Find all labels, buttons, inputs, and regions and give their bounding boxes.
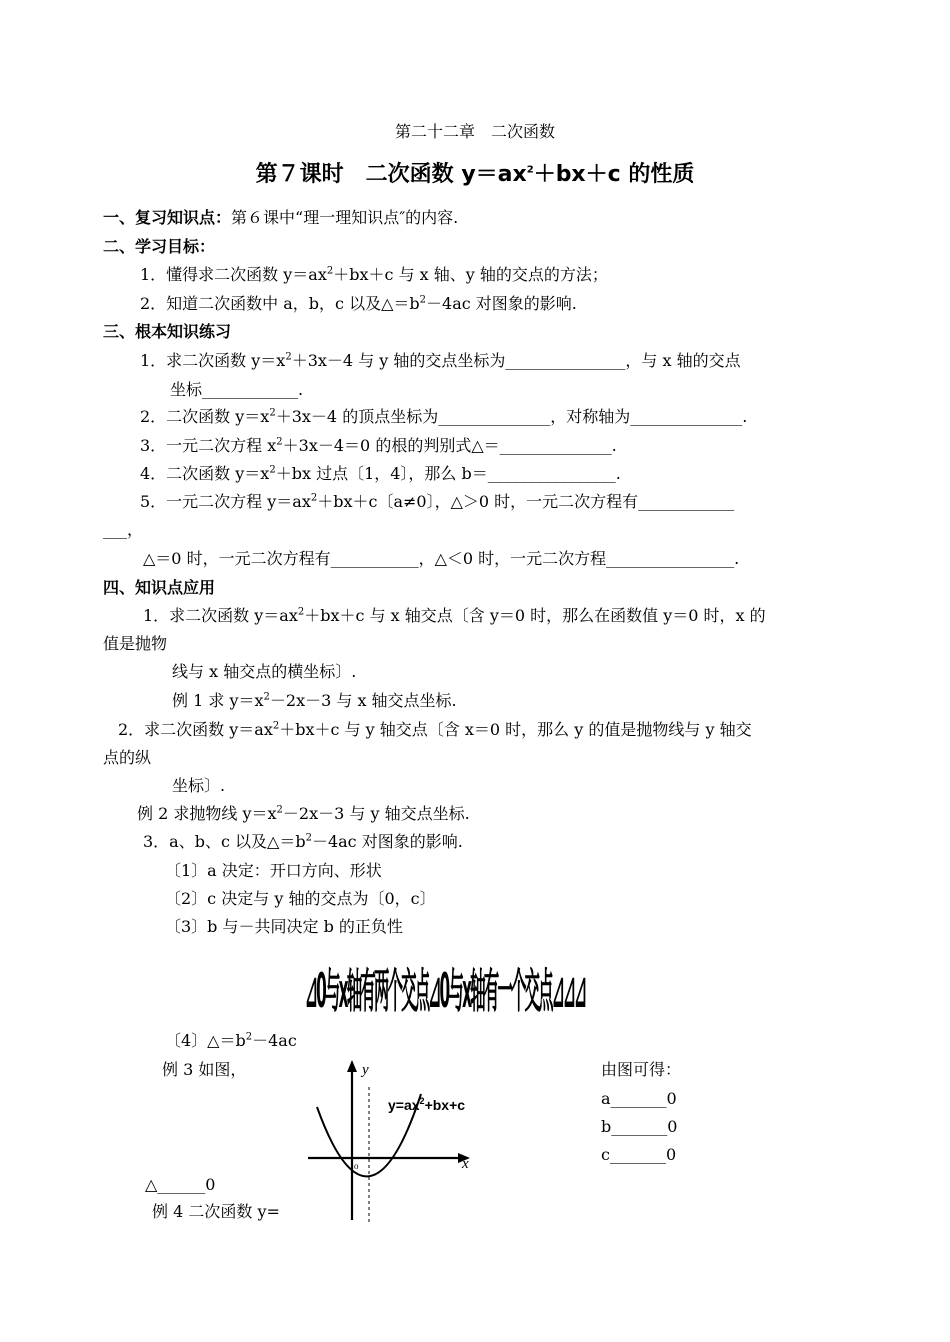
apply-3: 3．a、b、c 以及$\triangle=b^2-4ac$ 对图象的影响. — [143, 832, 463, 851]
question-1-line-1: 1．求二次函数 $y=x^2+3x-4$ 与 y 轴的交点坐标为_______________，与 x 轴的交点 — [140, 351, 741, 370]
influence-item-2: 〔2〕c 决定与 y 轴的交点为〔0，c〕 — [165, 889, 436, 908]
distorted-delta-text: ⊿0与x轴有两个交点⊿0与x轴有一个交点⊿⊿⊿ — [305, 965, 586, 1020]
graph-equation: $y=ax^2+bx+c$ — [388, 1096, 466, 1113]
question-1-line-2: 坐标____________. — [170, 380, 304, 399]
from-graph-label: 由图可得： — [601, 1060, 682, 1079]
graph-y-label: y — [362, 1062, 369, 1078]
graph-x-label: x — [462, 1156, 469, 1172]
question-4: 4．二次函数 $y=x^2+bx$ 过点〔1，4〕，那么 b＝________________. — [140, 464, 621, 483]
chapter-heading: 第二十二章 二次函数 — [394, 122, 555, 141]
a-sign-blank: a_______0 — [601, 1089, 677, 1108]
goal-item-2: 2．知道二次函数中 a，b，c 以及$\triangle=b^2-4ac$ 对图象的影响. — [140, 294, 577, 313]
parabola-graph — [300, 1052, 490, 1227]
delta-sign-blank: △______0 — [145, 1175, 216, 1194]
y-axis-arrow — [347, 1060, 357, 1072]
goal-item-1: 1．懂得求二次函数 $y=ax^2+bx+c$ 与 x 轴、y 轴的交点的方法； — [140, 265, 608, 284]
lesson-title: 第７课时 二次函数 $y=ax^2+bx+c$ 的性质 — [255, 162, 695, 187]
b-sign-blank: b_______0 — [601, 1117, 678, 1136]
section-apply-heading: 四、知识点应用 — [103, 578, 216, 597]
influence-item-4: 〔4〕$\triangle=b^2-4ac$ — [165, 1031, 297, 1050]
apply-1-line-2: 值是抛物 — [103, 634, 168, 653]
section-goals-heading: 二、学习目标： — [103, 237, 216, 256]
influence-item-3: 〔3〕b 与－共同决定 b 的正负性 — [165, 917, 403, 936]
apply-1-line-3: 线与 x 轴交点的横坐标〕. — [172, 662, 357, 681]
question-5-line-2: ___， — [103, 520, 144, 539]
question-3: 3．一元二次方程 $x^2+3x-4=0$ 的根的判别式△＝______________. — [140, 436, 617, 455]
question-2: 2．二次函数 $y=x^2+3x-4$ 的顶点坐标为______________，对称轴为______________. — [140, 407, 748, 426]
question-5-line-3: △＝0 时，一元二次方程有___________，△＜0 时，一元二次方程________________. — [143, 549, 740, 568]
apply-2-line-3: 坐标〕. — [172, 776, 226, 795]
apply-2-line-1: 2．求二次函数 $y=ax^2+bx+c$ 与 y 轴交点〔含 x＝0 时，那么 y 的值是抛物线与 y 轴交 — [118, 720, 752, 739]
example-4: 例 4 二次函数 y= — [152, 1202, 280, 1221]
section-review: 一、复习知识点：第６课中“理一理知识点″的内容. — [103, 208, 459, 227]
question-5-line-1: 5．一元二次方程 $y=ax^2+bx+c$〔a≠0〕，△＞0 时，一元二次方程有____________ — [140, 492, 735, 511]
example-3: 例 3 如图， — [162, 1060, 247, 1079]
example-2: 例 2 求抛物线 $y=x^2-2x-3$ 与 y 轴交点坐标. — [137, 804, 470, 823]
c-sign-blank: c_______0 — [601, 1145, 677, 1164]
apply-1-line-1: 1．求二次函数 $y=ax^2+bx+c$ 与 x 轴交点〔含 y＝0 时，那么在函数值 y＝0 时，x 的 — [143, 606, 766, 625]
influence-item-1: 〔1〕a 决定：开口方向、形状 — [165, 861, 382, 880]
example-1: 例 1 求 $y=x^2-2x-3$ 与 x 轴交点坐标. — [172, 691, 457, 710]
section-basic-heading: 三、根本知识练习 — [103, 322, 232, 341]
apply-2-line-2: 点的纵 — [103, 748, 152, 767]
graph-origin-label: o — [354, 1161, 359, 1171]
